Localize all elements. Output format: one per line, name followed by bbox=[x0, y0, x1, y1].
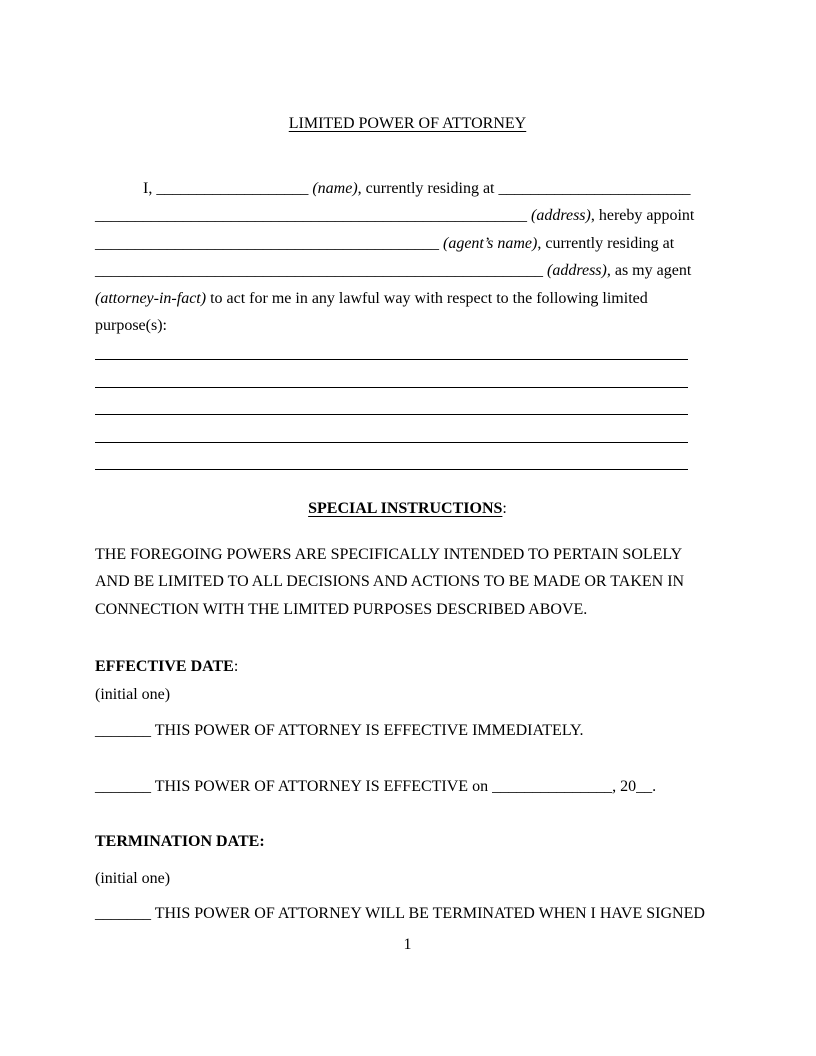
purpose-blank-line[interactable] bbox=[95, 388, 688, 416]
termination-signed-text: THIS POWER OF ATTORNEY WILL BE TERMINATED WHEN I HAVE SIGNED bbox=[151, 905, 705, 922]
effective-on-date-text: THIS POWER OF ATTORNEY IS EFFECTIVE on bbox=[151, 777, 493, 795]
termination-date-heading-text: TERMINATION DATE: bbox=[95, 833, 265, 850]
effective-immediately-option bbox=[95, 717, 720, 745]
purpose-blank-lines bbox=[95, 333, 720, 471]
purpose-blank-line[interactable] bbox=[95, 360, 688, 388]
effective-date-colon: : bbox=[233, 658, 239, 675]
after-address-text-1: , hereby appoint bbox=[590, 207, 695, 224]
special-instructions-body-line: THE FOREGOING POWERS ARE SPECIFICALLY INTENDED TO PERTAIN SOLELY bbox=[95, 545, 683, 563]
special-instructions-heading-text: SPECIAL INSTRUCTIONS bbox=[308, 500, 503, 517]
attorney-in-fact-label: (attorney-in-fact) bbox=[95, 289, 207, 307]
agent-name-blank[interactable]: ___________________________________________ bbox=[95, 234, 439, 252]
initial-blank-on-date[interactable]: _______ bbox=[95, 777, 151, 795]
principal-address-blank[interactable]: ______________________________________________________ bbox=[95, 207, 527, 224]
effective-year-blank[interactable]: __ bbox=[636, 777, 653, 795]
initial-blank-termination[interactable]: _______ bbox=[95, 905, 151, 922]
purpose-blank-line[interactable] bbox=[95, 333, 688, 361]
address-field-label-2: (address) bbox=[547, 262, 607, 279]
special-instructions-heading bbox=[95, 495, 720, 523]
after-name-text: , currently residing at bbox=[357, 179, 499, 197]
opening-line-3 bbox=[95, 230, 720, 258]
after-agent-name-text: , currently residing at bbox=[537, 234, 675, 252]
effective-on-date-option bbox=[95, 773, 720, 801]
termination-date-instruction: (initial one) bbox=[95, 869, 171, 887]
termination-signed-option bbox=[95, 900, 720, 928]
address-field-label-1: (address) bbox=[531, 207, 591, 224]
opening-line-5 bbox=[95, 285, 720, 313]
page-number: 1 bbox=[403, 935, 412, 953]
document-title-text: LIMITED POWER OF ATTORNEY bbox=[288, 115, 527, 132]
effective-on-date-period: . bbox=[652, 777, 657, 795]
effective-on-date-text-2: , 20 bbox=[612, 777, 637, 795]
purposes-lead-text: purpose(s): bbox=[95, 317, 167, 334]
lead-in-text: I, bbox=[143, 179, 157, 197]
opening-paragraph bbox=[95, 175, 720, 340]
agent-name-field-label: (agent’s name) bbox=[443, 234, 538, 252]
agent-address-blank[interactable]: ________________________________________________________ bbox=[95, 262, 543, 279]
principal-name-blank[interactable]: ___________________ bbox=[156, 179, 309, 197]
effective-date-instruction: (initial one) bbox=[95, 685, 171, 703]
opening-line-2 bbox=[95, 202, 720, 230]
effective-date-blank[interactable]: _______________ bbox=[492, 777, 613, 795]
principal-address-blank-start[interactable]: ________________________ bbox=[498, 179, 691, 197]
special-instructions-body-line: AND BE LIMITED TO ALL DECISIONS AND ACTIONS TO BE MADE OR TAKEN IN bbox=[95, 573, 685, 590]
opening-line-4 bbox=[95, 257, 720, 285]
after-attorney-in-fact-text: to act for me in any lawful way with respect to the following limited bbox=[206, 289, 648, 307]
document-title bbox=[95, 110, 720, 138]
name-field-label: (name) bbox=[312, 179, 358, 197]
purpose-blank-line[interactable] bbox=[95, 443, 688, 471]
opening-line-1 bbox=[95, 175, 720, 203]
special-instructions-body-line: CONNECTION WITH THE LIMITED PURPOSES DESCRIBED ABOVE. bbox=[95, 600, 588, 618]
special-instructions-colon: : bbox=[502, 500, 507, 517]
effective-immediately-text: THIS POWER OF ATTORNEY IS EFFECTIVE IMMEDIATELY. bbox=[151, 722, 584, 739]
special-instructions-body bbox=[95, 541, 720, 624]
after-address-text-2: , as my agent bbox=[606, 262, 692, 279]
purpose-blank-line[interactable] bbox=[95, 415, 688, 443]
effective-date-heading-text: EFFECTIVE DATE bbox=[95, 658, 234, 675]
initial-blank-immediately[interactable]: _______ bbox=[95, 722, 151, 739]
termination-date-heading bbox=[95, 828, 720, 856]
effective-date-heading bbox=[95, 653, 720, 681]
